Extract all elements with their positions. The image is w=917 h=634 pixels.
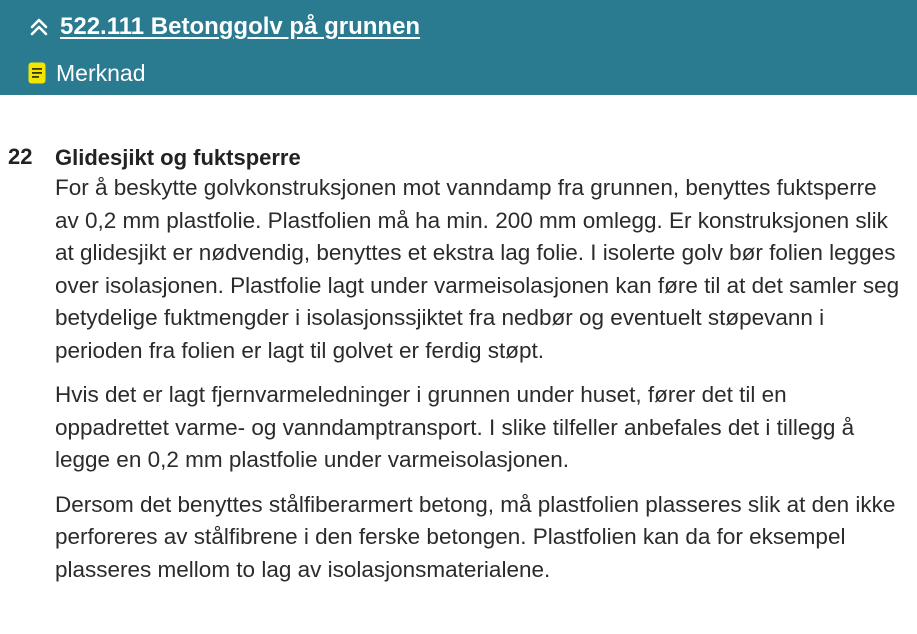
paragraph-text: Hvis det er lagt fjernvarmeledninger i grunnen under huset, fører det til en oppadrettet varme- og vanndamptransport. I slike tilfeller anbefales det i tillegg å legge en 0,2 mm plastfolie under varmeisolasjonen.: [55, 382, 855, 472]
note-row[interactable]: [28, 58, 145, 88]
double-chevron-up-icon[interactable]: [28, 16, 50, 38]
section-header: [0, 0, 917, 95]
note-icon: [28, 62, 46, 84]
section-title-link[interactable]: 522.111 Betonggolv på grunnen: [60, 13, 421, 40]
paragraph-number: 22: [8, 144, 33, 169]
paragraph-body: [55, 144, 900, 598]
paragraph-text: For å beskytte golvkonstruksjonen mot vanndamp fra grunnen, benyttes fuktsperre av 0,2 mm plastfolie. Plastfolien må ha min. 200 mm omlegg. Er konstruksjonen slik at glidesjikt er nødvendig, benyttes et ekstra lag folie. I isolerte golv bør folien legges over isolasjonen. Plastfolie lagt under varmeisolasjonen kan føre til at det samler seg betydelige fuktmengder i isolasjonssjiktet fra nedbør og eventuelt støpevann i perioden fra folien er lagt til golvet er ferdig støpt.: [55, 175, 900, 363]
note-label: Merknad: [56, 59, 146, 86]
title-row: [28, 10, 420, 44]
paragraph-heading: Glidesjikt og fuktsperre: [55, 145, 301, 170]
paragraph-text: Dersom det benyttes stålfiberarmert betong, må plastfolien plasseres slik at den ikke perforeres av stålfibrene i den ferske betongen. Plastfolien kan da for eksempel plasseres mellom to lag av isolasjonsmaterialene.: [55, 491, 896, 582]
